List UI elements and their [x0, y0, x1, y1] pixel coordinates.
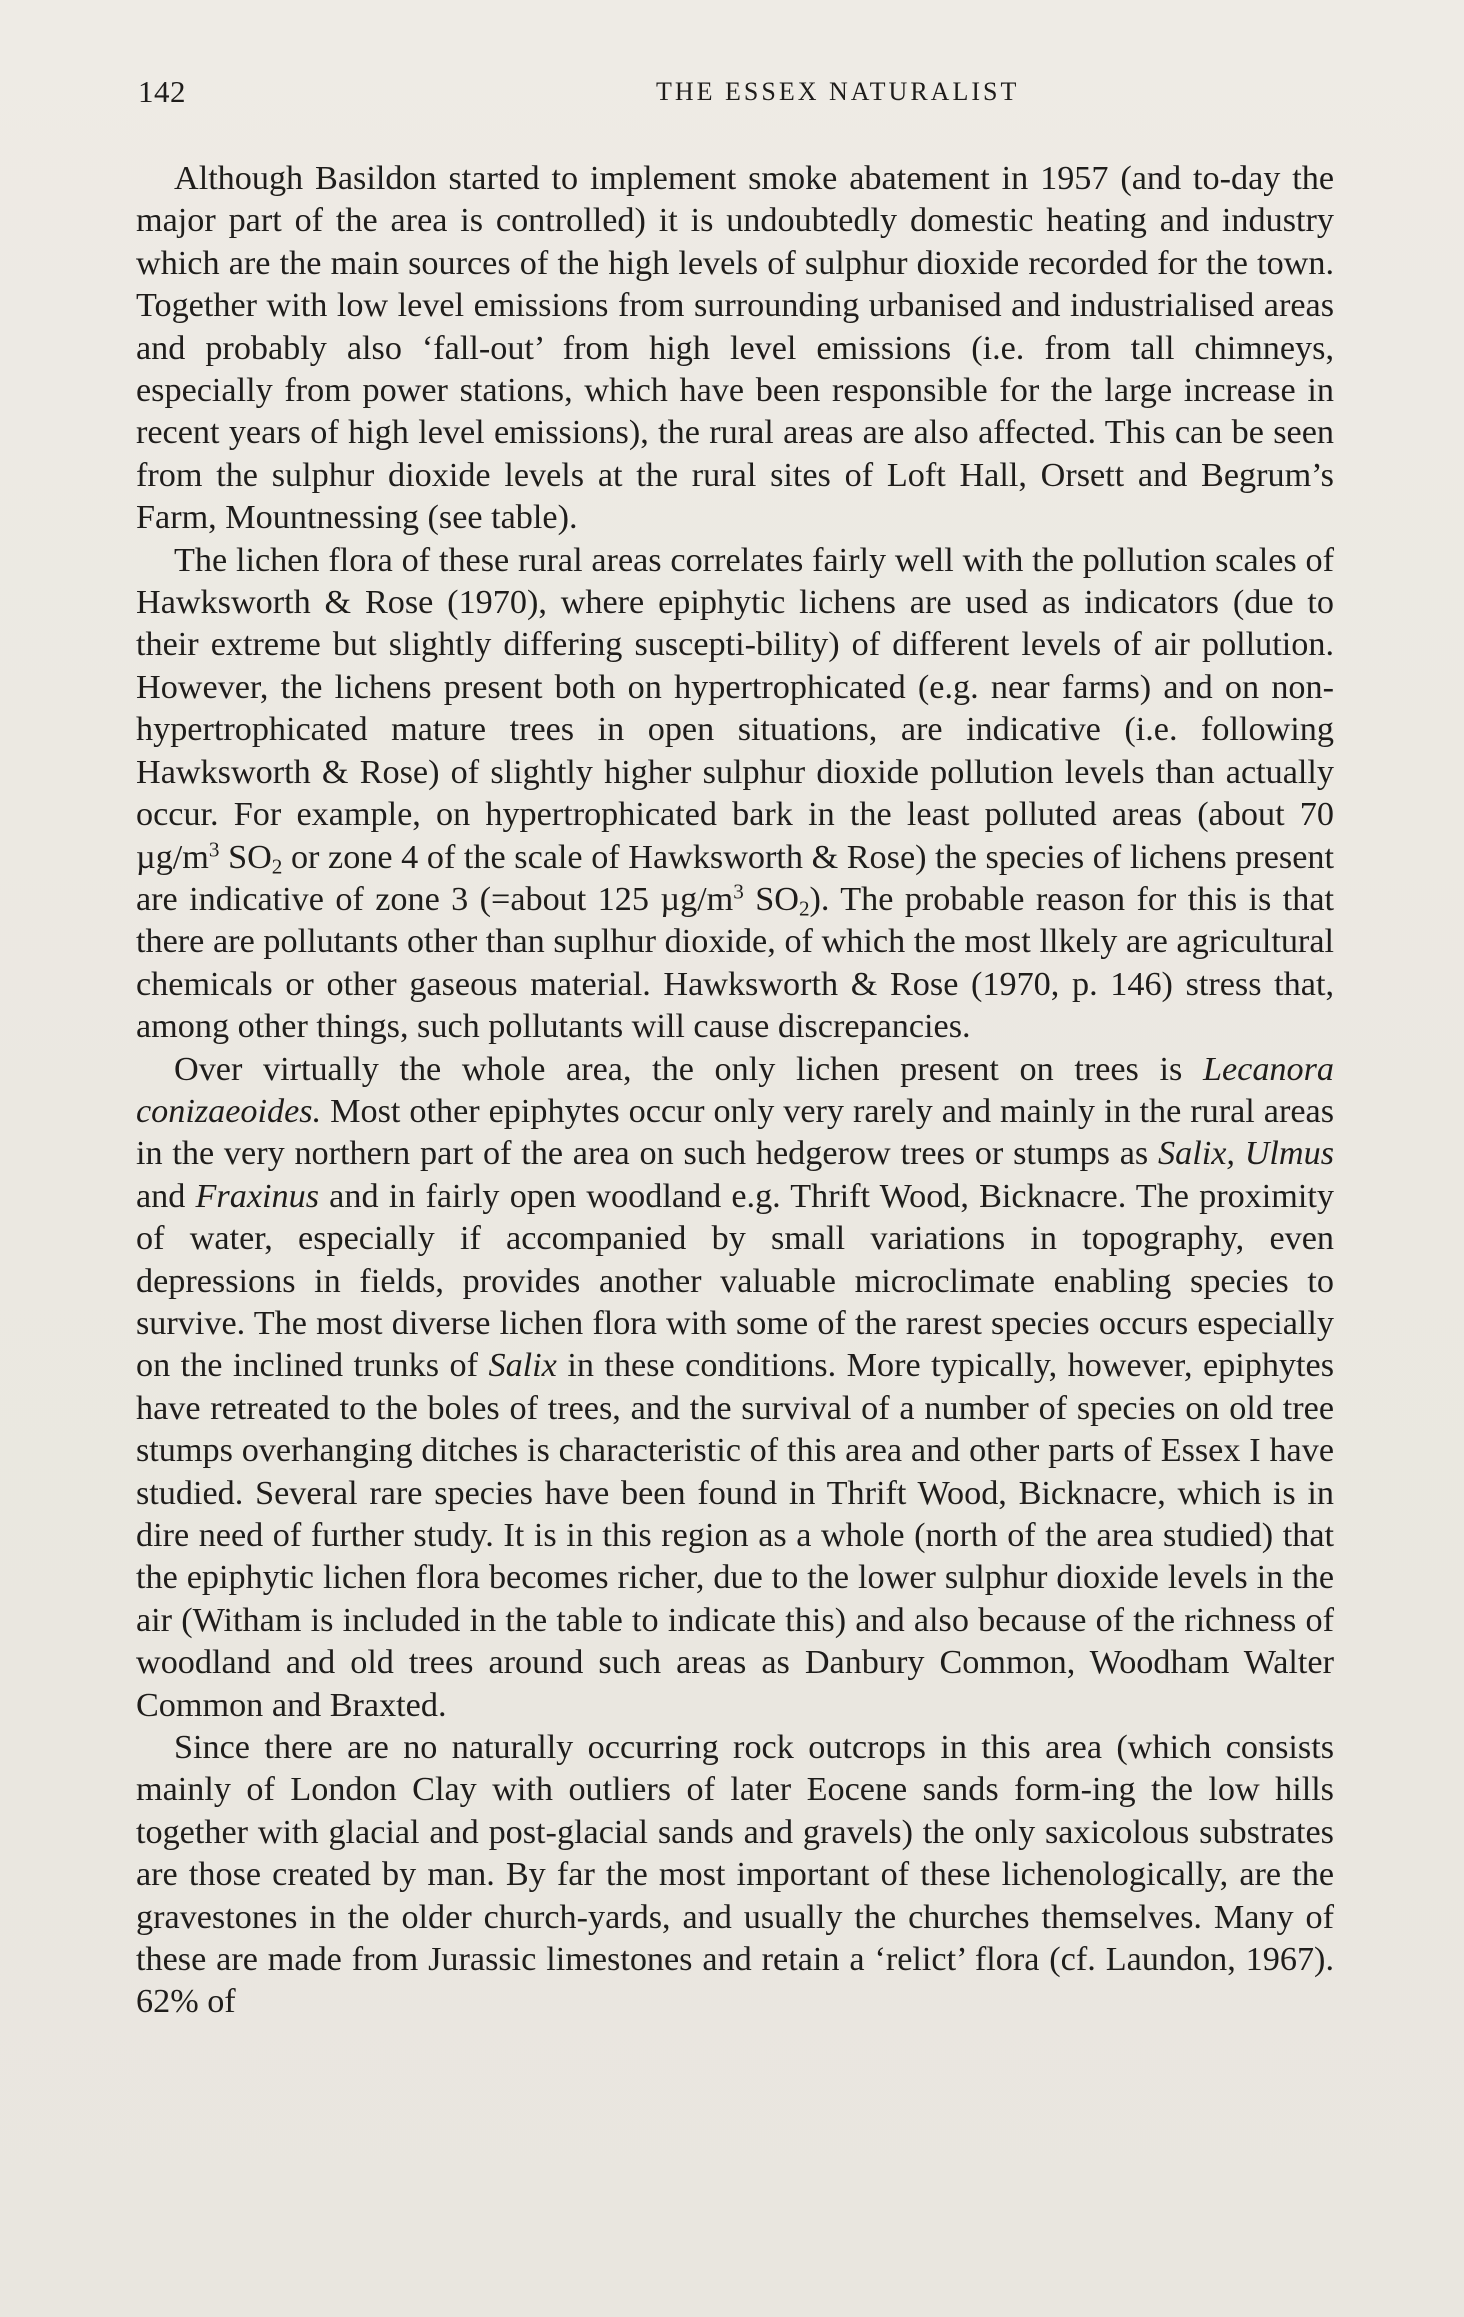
paragraph-2-text: SO [743, 880, 799, 918]
article-body [136, 158, 1334, 2024]
paragraph-4: Since there are no naturally occurring rock outcrops in this area (which consists mainly of London Clay with outliers of later Eocene sands form-ing the low hills together with glacial and post-glacial sands and gravels) the only saxicolous substrates are those created by man. By far the most important of these lichenologically, are the gravestones in the older church-yards, and usually the churches themselves. Many of these are made from Jurassic limestones and retain a ‘relict’ flora (cf. Laundon, 1967). 62% of [136, 1729, 1334, 2021]
paragraph-2-text: ). The probable reason for this is that there are pollutants other than suplhur dioxide, of which the most llkely are agricultural chemicals or other gaseous material. Hawksworth & Rose (1970, p. 146) stress that, among other things, such pollutants will cause discrepancies. [136, 880, 1334, 1046]
page-header [138, 74, 1333, 118]
paragraph-3-text: and [136, 1177, 196, 1215]
subscript: 2 [271, 853, 283, 878]
superscript: 3 [733, 879, 744, 904]
paragraph-3-text: in these conditions. More typically, however, epiphytes have retreated to the boles of trees, and the survival of a number of species on old tree stumps overhanging ditches is characteristic of this area and other parts of Essex I have studied. Several rare species have been found in Thrift Wood, Bicknacre, which is in dire need of further study. It is in this region as a whole (north of the area studied) that the epiphytic lichen flora becomes richer, due to the lower sulphur dioxide levels in the air (Witham is included in the table to indicate this) and also because of the richness of woodland and old trees around such areas as Danbury Common, Woodham Walter Common and Braxted. [136, 1347, 1335, 1724]
subscript: 2 [798, 896, 810, 921]
paragraph-1: Although Basildon started to implement smoke abatement in 1957 (and to-day the major part of the area is controlled) it is undoubtedly domestic heating and industry which are the main sources of the high levels of sulphur dioxide recorded for the town. Together with low level emissions from surrounding urbanised and industrialised areas and probably also ‘fall-out’ from high level emissions (i.e. from tall chimneys, especially from power stations, which have been responsible for the large increase in recent years of high level emissions), the rural areas are also affected. This can be seen from the sulphur dioxide levels at the rural sites of Loft Hall, Orsett and Begrum’s Farm, Mountnessing (see table). [136, 160, 1334, 537]
species-name: Fraxinus [195, 1177, 319, 1215]
paragraph-2-text: or zone 4 of the scale of Hawksworth & Rose) the species of lichens present are indicative of zone 3 (=about 125 µg/m [136, 838, 1334, 918]
species-name: Lecanora conizaeoides. [136, 1050, 1334, 1130]
paragraph-2-text: The lichen flora of these rural areas correlates fairly well with the pollution scales of Hawksworth & Rose (1970), where epiphytic lichens are used as indicators (due to their extreme but slightly differing suscepti-bility) of different levels of air pollution. However, the lichens present both on hypertrophicated (e.g. near farms) and on non-hypertrophicated mature trees in open situations, are indicative (i.e. following Hawksworth & Rose) of slightly higher sulphur dioxide pollution levels than actually occur. For example, on hypertrophicated bark in the least polluted areas (about 70 µg/m [136, 541, 1334, 876]
superscript: 3 [208, 836, 220, 861]
paragraph-3 [136, 1049, 1334, 1728]
paragraph-3-text: Over virtually the whole area, the only lichen present on trees is [174, 1050, 1203, 1088]
species-name: Salix [488, 1347, 557, 1385]
page-number: 142 [138, 74, 186, 109]
paragraph-3-text: and in fairly open woodland e.g. Thrift Wood, Bicknacre. The proximity of water, especially if accompanied by small variations in topography, even depressions in fields, provides another valuable microclimate enabling species to survive. The most diverse lichen flora with some of the rarest species occurs especially on the inclined trunks of [136, 1177, 1334, 1385]
species-name: Salix, Ulmus [1158, 1135, 1334, 1173]
paragraph-3-text: Most other epiphytes occur only very rarely and mainly in the rural areas in the very northern part of the area on such hedgerow trees or stumps as [136, 1092, 1334, 1173]
running-title: THE ESSEX NATURALIST [656, 77, 1020, 106]
paragraph-2-text: SO [219, 838, 272, 876]
paragraph-2 [136, 540, 1334, 1049]
